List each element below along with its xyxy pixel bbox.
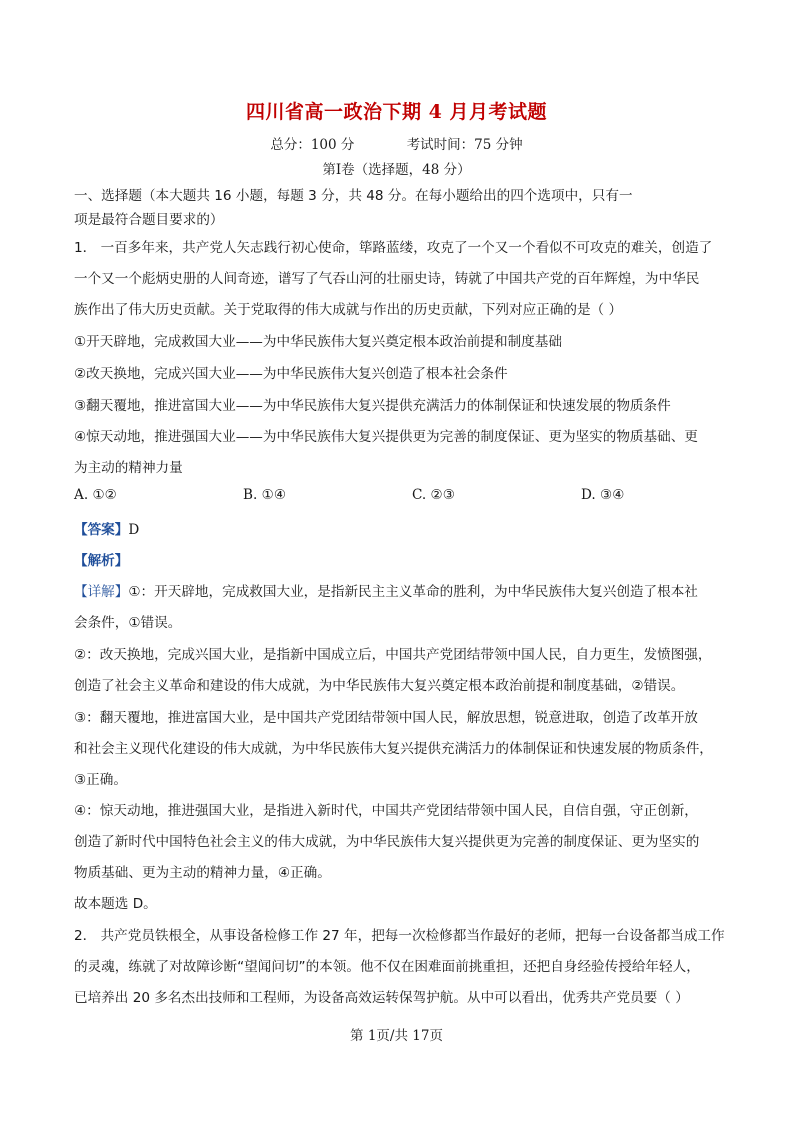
statement-item: 为主动的精神力量	[74, 460, 183, 476]
detail-line: ④：惊天动地，推进强国大业，是指进入新时代，中国共产党团结带领中国人民，自信自强，守正创新，	[74, 803, 698, 819]
detail-tag: 【详解】	[74, 584, 129, 600]
detail-line: 创造了社会主义革命和建设的伟大成就，为中华民族伟大复兴奠定根本政治前提和制度基础，②错误。	[74, 678, 685, 694]
question-stem: 的灵魂，练就了对故障诊断“望闻问切”的本领。他不仅在困难面前挑重担，还把自身经验传授给年轻人，	[74, 959, 700, 975]
detail-line: 会条件，①错误。	[74, 615, 182, 631]
answer-tag: 【答案】	[74, 522, 129, 538]
statement-item: ②改天换地，完成兴国大业——为中华民族伟大复兴创造了根本社会条件	[74, 366, 508, 382]
statement-item: ③翻天覆地，推进富国大业——为中华民族伟大复兴提供充满活力的体制保证和快速发展的物质条件	[74, 398, 671, 414]
statement-item: ①开天辟地，完成救国大业——为中华民族伟大复兴奠定根本政治前提和制度基础	[74, 334, 562, 350]
question-stem: 族作出了伟大历史贡献。关于党取得的伟大成就与作出的历史贡献，下列对应正确的是（ ）	[74, 302, 623, 318]
question-stem: 1． 一百多年来，共产党人矢志践行初心使命，筚路蓝缕，攻克了一个又一个看似不可攻克的难关，创造了	[74, 240, 713, 256]
statement-item: ④惊天动地，推进强国大业——为中华民族伟大复兴提供更为完善的制度保证、更为坚实的物质基础、更	[74, 429, 698, 445]
volume-heading: 第Ⅰ卷（选择题，48 分）	[322, 162, 471, 178]
option-a: A. ①②	[74, 487, 117, 503]
detail-line: 创造了新时代中国特色社会主义的伟大成就，为中华民族伟大复兴提供更为完善的制度保证、更为坚实的	[74, 834, 700, 850]
exam-meta	[0, 133, 793, 153]
detail-line: 和社会主义现代化建设的伟大成就，为中华民族伟大复兴提供充满活力的体制保证和快速发展的物质条件，	[74, 741, 713, 757]
page-number: 第 1页/共 17页	[350, 1028, 443, 1044]
question-stem: 一个又一个彪炳史册的人间奇迹，谱写了气吞山河的壮丽史诗，铸就了中国共产党的百年辉煌，为中华民	[74, 271, 700, 287]
exam-time: 考试时间：75 分钟	[406, 137, 523, 153]
question-stem: 2． 共产党员铁根全，从事设备检修工作 27 年，把每一次检修都当作最好的老师，把每一台设备都当成工作	[74, 928, 725, 944]
total-score: 总分：100 分	[270, 137, 355, 153]
section-instruction: 一、选择题（本大题共 16 小题，每题 3 分，共 48 分。在每小题给出的四个选项中，只有一	[74, 188, 633, 204]
detail-line: ③正确。	[74, 772, 127, 788]
detail-line: 物质基础、更为主动的精神力量，④正确。	[74, 865, 331, 881]
detail-line: ③：翻天覆地，推进富国大业，是中国共产党团结带领中国人民，解放思想，锐意进取，创造了改革开放	[74, 710, 698, 726]
option-c: C. ②③	[412, 487, 455, 503]
analysis-label: 【解析】	[74, 553, 129, 569]
section-instruction: 项是最符合题目要求的）	[74, 212, 224, 228]
answer-value: D	[128, 522, 140, 538]
detail-line: ②：改天换地，完成兴国大业，是指新中国成立后，中国共产党团结带领中国人民，自力更生，发愤图强，	[74, 647, 712, 663]
option-d: D. ③④	[581, 487, 625, 503]
page-title: 四川省高一政治下期 4 月月考试题	[246, 101, 547, 123]
question-stem: 已培养出 20 多名杰出技师和工程师，为设备高效运转保驾护航。从中可以看出，优秀共产党员要（ ）	[74, 990, 689, 1006]
detail-text: ①：开天辟地，完成救国大业，是指新民主主义革命的胜利，为中华民族伟大复兴创造了根本社	[128, 584, 698, 600]
answer-label	[74, 518, 139, 538]
detail-line	[74, 580, 698, 600]
option-b: B. ①④	[243, 487, 287, 503]
detail-line: 故本题选 D。	[74, 896, 157, 912]
